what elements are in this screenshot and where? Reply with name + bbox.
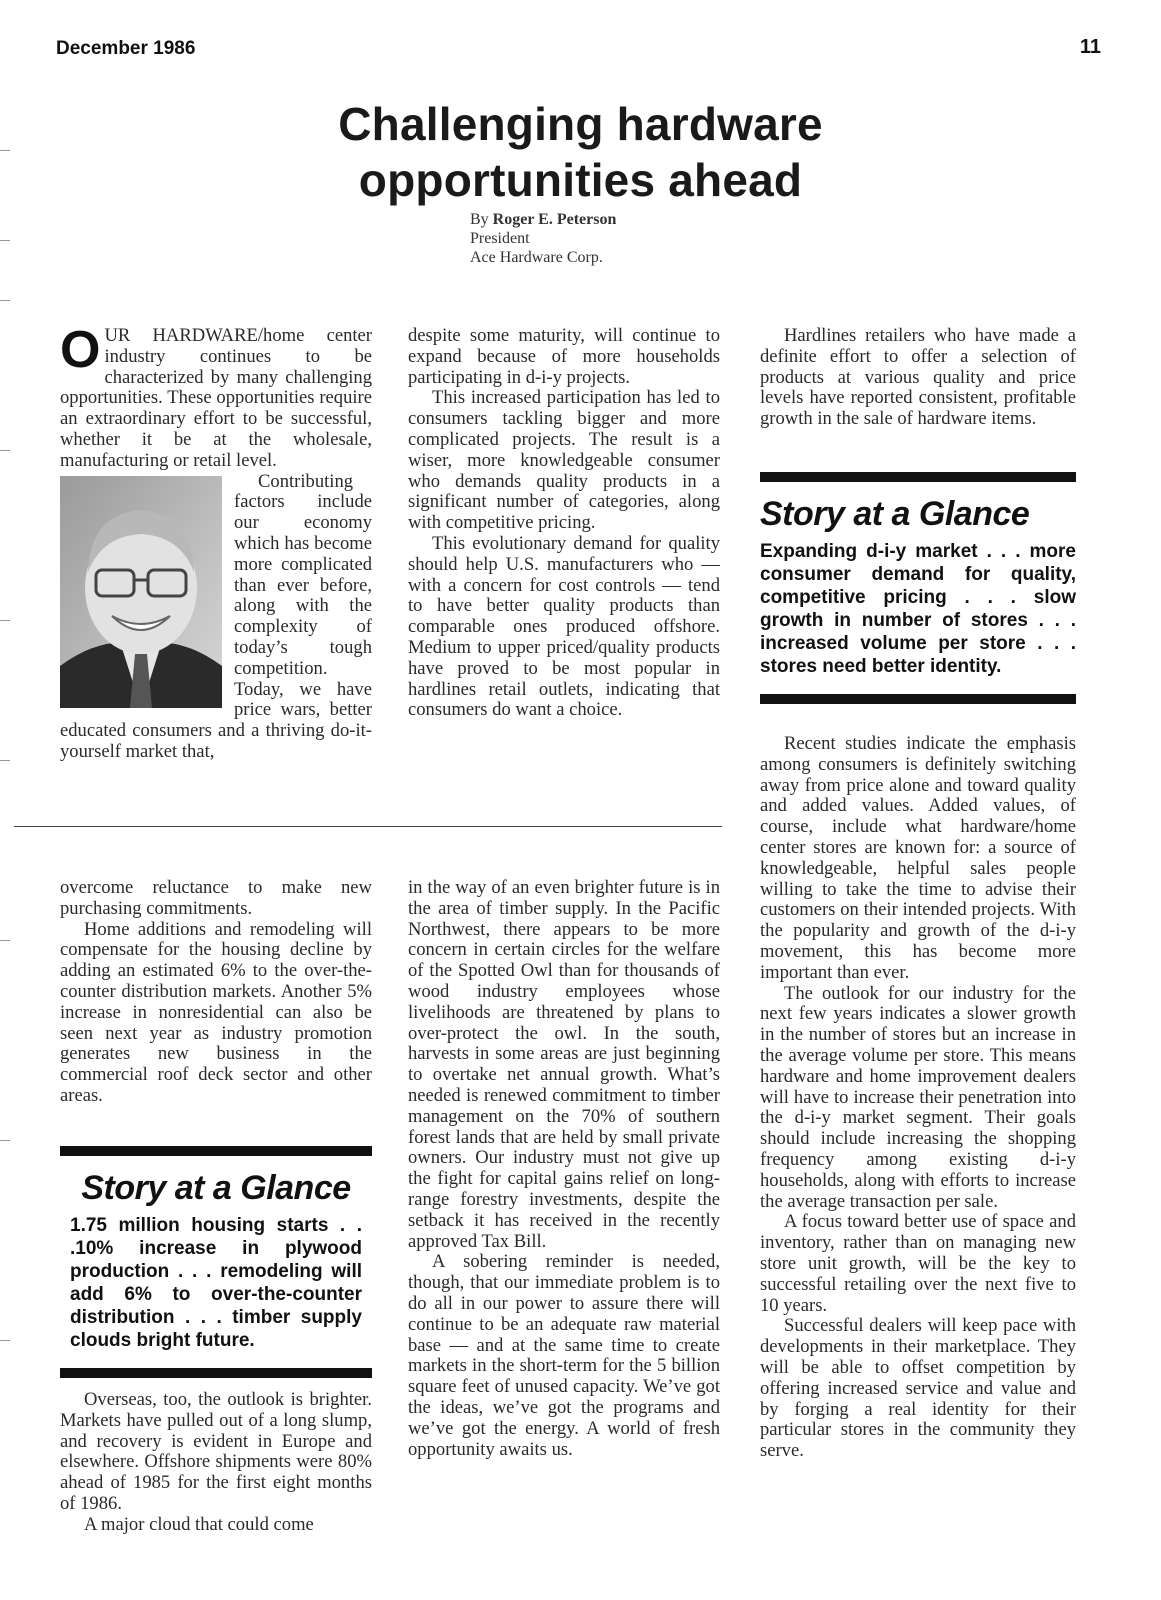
bottom-column-1: [60, 878, 372, 1107]
scan-edge-mark: [0, 620, 10, 621]
drop-cap: O: [60, 321, 101, 379]
box-top-rule: [760, 472, 1076, 482]
box-bottom-rule: [760, 694, 1076, 704]
paragraph: in the way of an even brighter future is in the area of timber supply. In the Pacific Northwest, there appears to be more concern in certain circles for the welfare of the Spotted Owl than for thousands of wood industry employees whose livelihoods are threatened by plans to over-protect the owl. In the south, harvests in some areas are just beginning to overtake net annual growth. What’s needed is renewed commitment to timber management on the 70% of southern forest lands that are held by small private owners. Our industry must not give up the fight for capital gains relief on long-range forestry investments, despite the setback it has received in the recently approved Tax Bill.: [408, 877, 720, 1252]
paragraph: This increased participation has led to consumers tackling bigger and more complicated projects. The result is a wiser, more knowledgeable consumer who demands quality products in a significant number of categories, along with competitive pricing.: [408, 387, 720, 534]
title-line-1: Challenging hardware: [338, 98, 823, 150]
article-title: [0, 96, 1161, 208]
scan-edge-mark: [0, 940, 10, 941]
title-line-2: opportunities ahead: [358, 154, 803, 206]
box-top-rule: [60, 1146, 372, 1156]
author-portrait-photo: [60, 476, 222, 708]
scan-edge-mark: [0, 300, 10, 301]
paragraph: The outlook for our industry for the next few years indicates a slower growth in the number of stores but an increase in the average volume per store. This means hardware and home improvement dealers will have to increase their penetration into the d-i-y market segment. Their goals should include increasing the shopping frequency among existing d-i-y households, along with efforts to increase the average transaction per sale.: [760, 982, 1076, 1212]
paragraph: This evolutionary demand for quality should help U.S. manufacturers who — with a concern for cost controls — tend to have better quality products than comparable ones produced offshore. Medium to upper priced/quality products have proved to be most popular in hardlines retail outlets, indicating that consumers do want a choice.: [408, 532, 720, 721]
story-at-a-glance-box: [60, 1146, 372, 1378]
bottom-column-2: [408, 878, 720, 1460]
paragraph: despite some maturity, will continue to expand because of more households participating in d-i-y projects.: [408, 325, 720, 388]
issue-date: December 1986: [56, 38, 196, 59]
top-column-2: [408, 326, 720, 721]
paragraph: A sobering reminder is needed, though, that our immediate problem is to do all in our power to assure there will continue to be an adequate raw material base — and at the same time to create markets in the short-term for the 5 billion square feet of unused capacity. We’ve got the ideas, we’ve got the programs and we’ve got the energy. A world of fresh opportunity awaits us.: [408, 1251, 720, 1460]
paragraph: Successful dealers will keep pace with developments in their marketplace. They will be able to offset competition by offering increased service and value and by forging a real identity for their particular stores in the community they serve.: [760, 1315, 1076, 1462]
paragraph: Hardlines retailers who have made a definite effort to offer a selection of products at various quality and price levels have reported consistent, profitable growth in the sale of hardware items.: [760, 325, 1076, 430]
paragraph: A major cloud that could come: [84, 1513, 314, 1535]
paragraph: Overseas, too, the outlook is brighter. Markets have pulled out of a long slump, and recovery is evident in Europe and elsewhere. Offshore shipments were 80% ahead of 1985 for the first eight months of 1986.: [60, 1389, 372, 1514]
scan-edge-mark: [0, 1340, 10, 1341]
right-column: [760, 326, 1076, 430]
paragraph: A focus toward better use of space and inventory, rather than on managing new store unit growth, will be the key to successful retailing over the next five to 10 years.: [760, 1211, 1076, 1316]
intro-text: UR HARDWARE/home center industry continues to be characterized by many challenging opportunities. These opportunities require an extraordinary effort to be successful, whether it be at the wholesale, manufacturing or retail level.: [60, 325, 372, 471]
intro-paragraph-2: Contributing factors include our economy which has become more complicated than ever before, along with the complexity of today’s tough competition. Today, we have price wars, better educated consumers and a thriving do-it-yourself market that,: [60, 470, 372, 762]
bottom-column-1-continued: [60, 1390, 372, 1536]
box-bottom-rule: [60, 1368, 372, 1378]
byline: [470, 210, 616, 267]
paragraph: Home additions and remodeling will compensate for the housing decline by adding an estimated 6% to the over-the-counter distribution markets. Another 5% increase in nonresidential can also be seen next year as industry promotion generates new business in the commercial roof deck sector and other areas.: [60, 918, 372, 1106]
right-column-continued: [760, 734, 1076, 1462]
author-title: President: [470, 230, 530, 247]
glance-summary: Expanding d-i-y market . . . more consumer demand for quality, competitive pricing . . . slow growth in number of stores . . . increased volume per store . . . stores need better identity.: [760, 541, 1076, 677]
page-number: 11: [1079, 36, 1101, 58]
story-at-a-glance-box: [760, 472, 1076, 704]
section-divider: [14, 826, 722, 827]
intro-paragraph: [60, 321, 372, 472]
paragraph: overcome reluctance to make new purchasing commitments.: [60, 877, 372, 919]
author-name: Roger E. Peterson: [492, 211, 617, 228]
portrait-image: [60, 476, 222, 708]
author-company: Ace Hardware Corp.: [470, 249, 603, 266]
paragraph: Recent studies indicate the emphasis among consumers is definitely switching away from price alone and toward quality and added values. Added values, of course, include what hardware/home center stores are known for: a source of knowledgeable, helpful sales people willing to take the time to advise their customers on their intended projects. With the popularity and growth of the d-i-y movement, this has become more important than ever.: [760, 733, 1076, 983]
glance-summary: 1.75 million housing starts . . .10% increase in plywood production . . . remodeling will add 6% to over-the-counter distribution . . . timber supply clouds bright future.: [70, 1215, 362, 1351]
scan-edge-mark: [0, 450, 10, 451]
top-column-1: [60, 321, 372, 763]
scan-edge-mark: [0, 240, 10, 241]
scan-edge-mark: [0, 1140, 10, 1141]
byline-prefix: By: [470, 211, 489, 228]
scan-edge-mark: [0, 760, 10, 761]
glance-heading: Story at a Glance: [81, 1169, 351, 1207]
glance-heading: Story at a Glance: [760, 495, 1030, 533]
